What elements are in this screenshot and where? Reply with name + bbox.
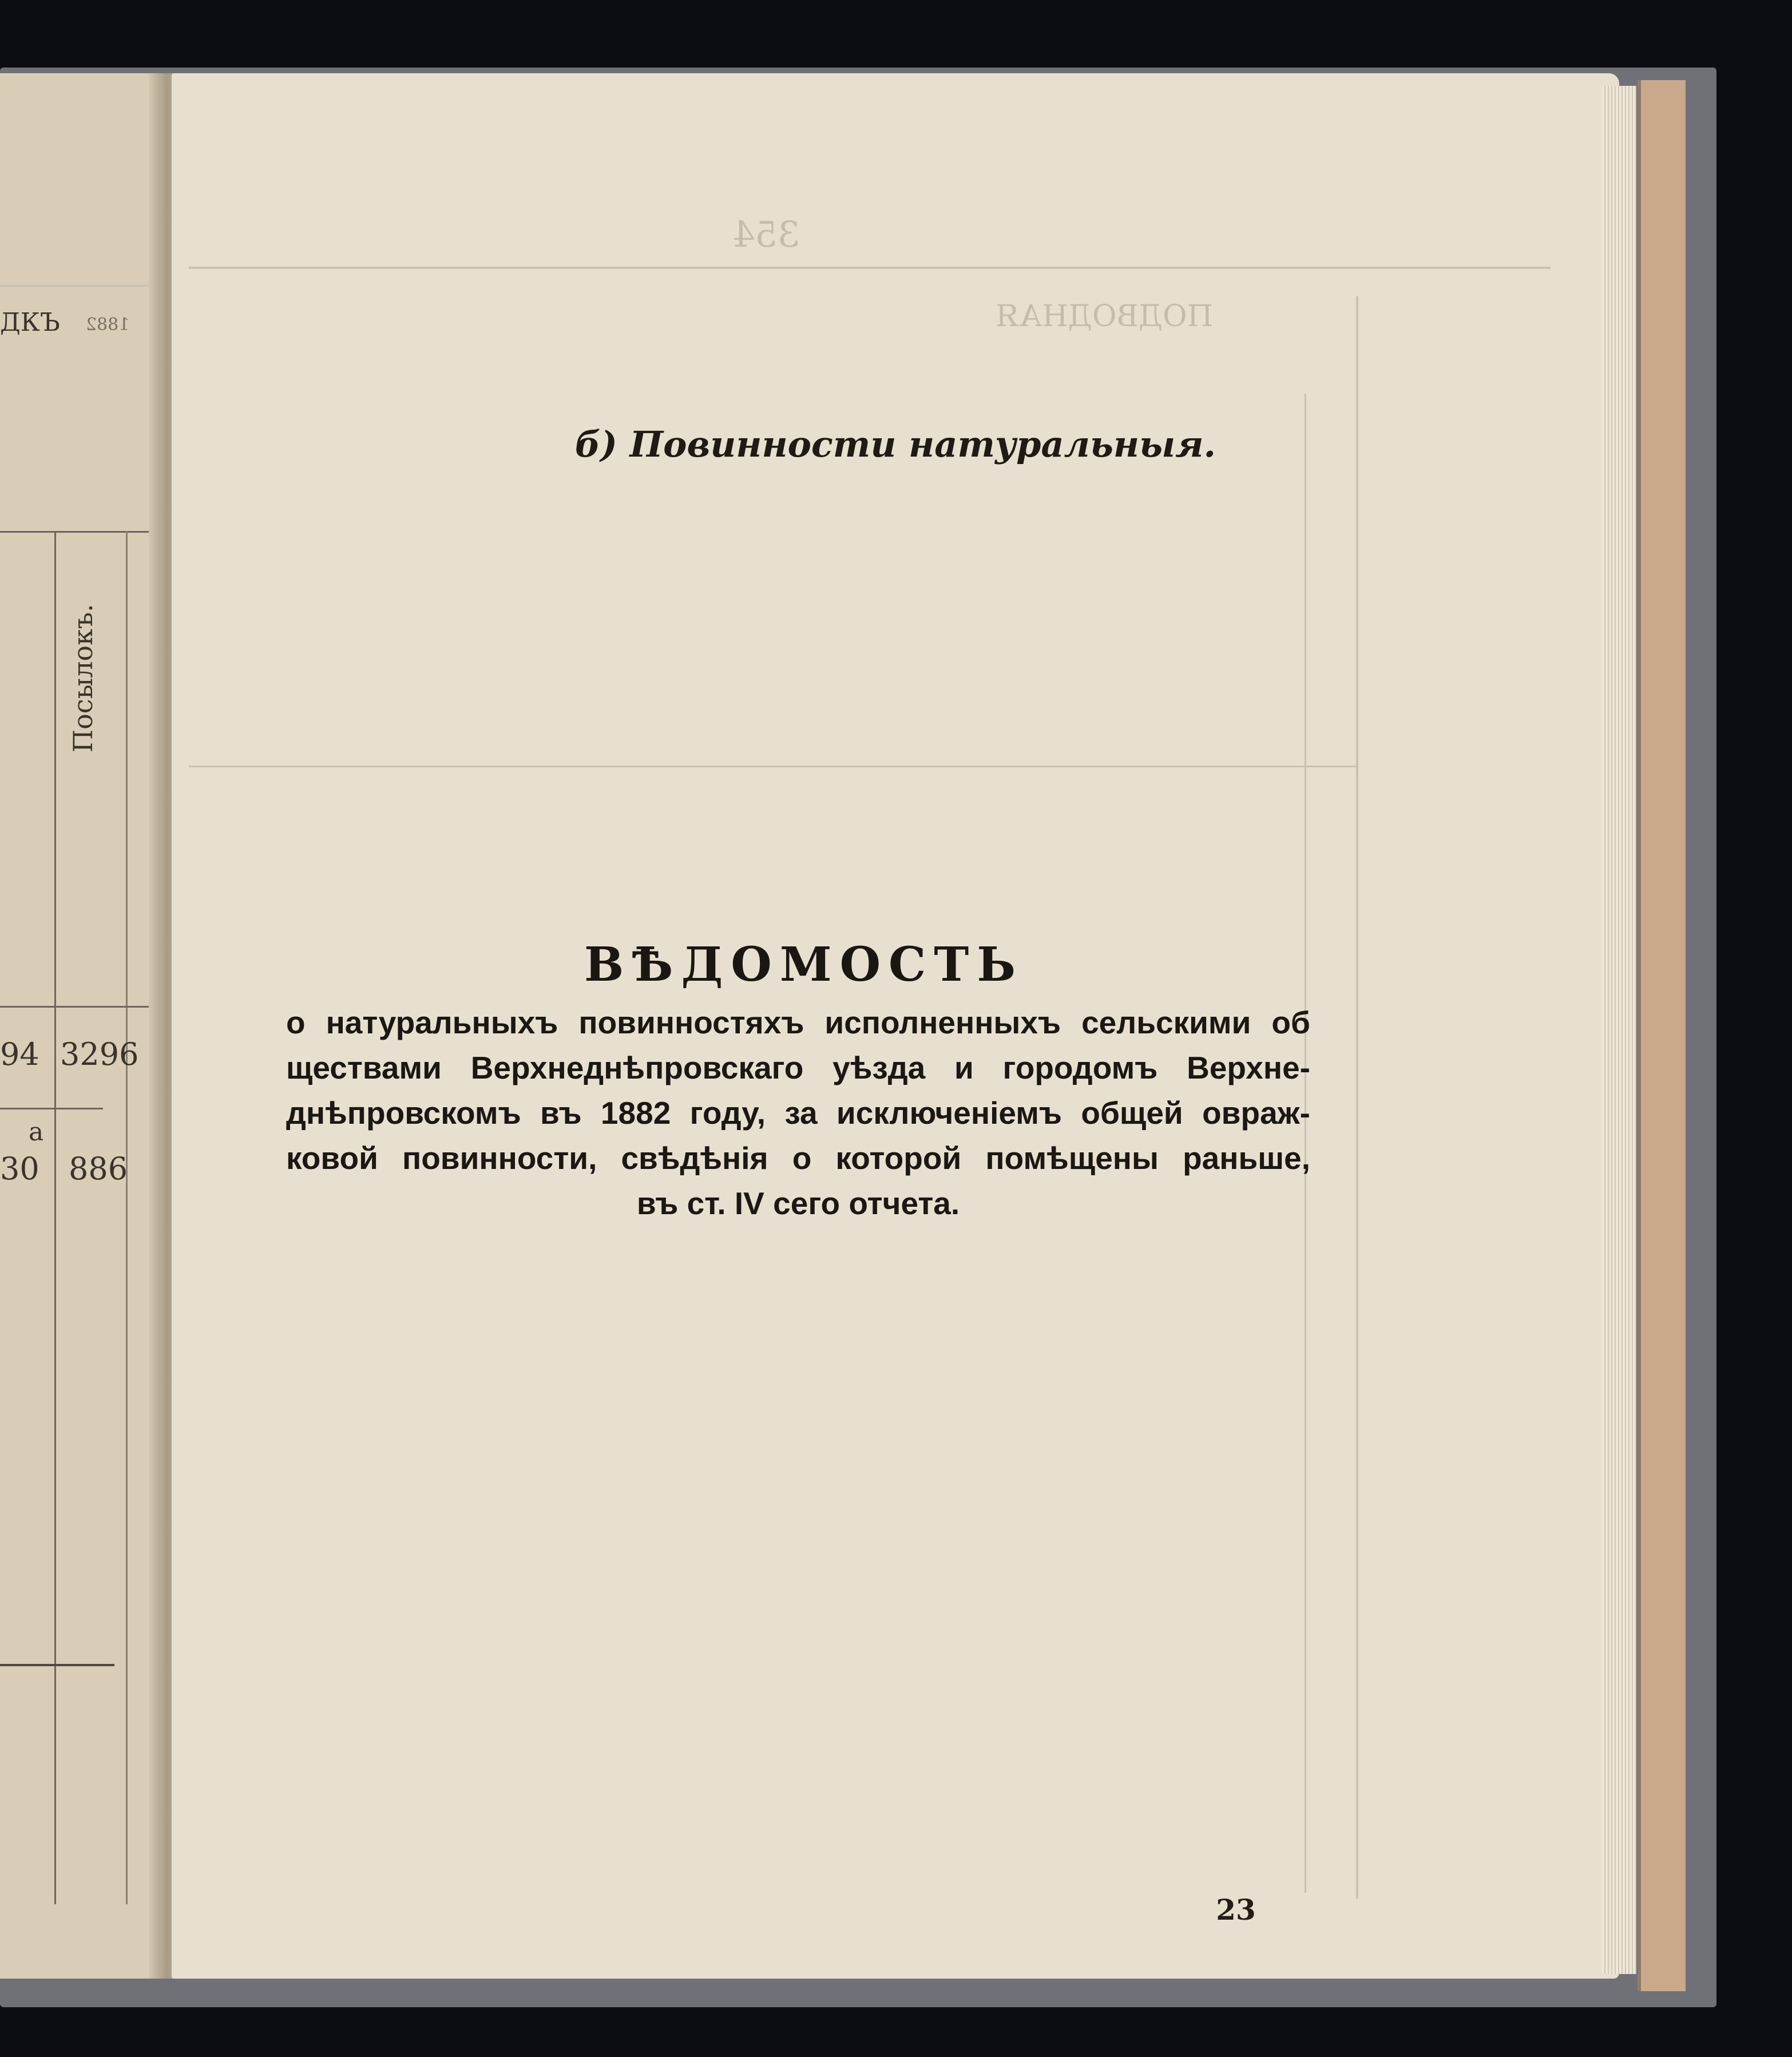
page-stack-edge (1602, 86, 1636, 1974)
right-page (172, 73, 1619, 1979)
left-rule-sub (0, 1108, 103, 1109)
ghost-table-top (189, 267, 1551, 269)
left-header-year: 1882 (86, 315, 130, 335)
document-title: ВѢДОМОСТЬ (584, 937, 1024, 992)
document-description (286, 1000, 1310, 1226)
description-line: ществами Верхнеднѣпровскаго уѣзда и городомъ Верхне- (286, 1050, 1310, 1085)
left-rule-top (0, 285, 167, 287)
cover-edge (1638, 80, 1686, 1991)
ghost-header: ПОДВОДНАЯ (996, 299, 1214, 334)
left-value-3: а (29, 1117, 44, 1147)
description-line: ковой повинности, свѣдѣнія о которой помѣщены раньше, (286, 1140, 1310, 1176)
ghost-table-head (189, 766, 1356, 767)
left-value-2: 3296 (60, 1036, 139, 1072)
left-rule-total (0, 1006, 167, 1008)
left-value-4: 30 (0, 1151, 39, 1187)
left-rule-col (54, 531, 56, 1904)
ghost-page-number: 354 (732, 213, 800, 255)
description-line: въ ст. IV сего отчета. (636, 1186, 960, 1221)
description-line: днѣпровскомъ въ 1882 году, за исключеніемъ общей овраж- (286, 1095, 1310, 1131)
description-line: о натуральныхъ повинностяхъ исполненныхъ сельскими об (286, 1005, 1310, 1040)
left-value-1: 94 (0, 1036, 39, 1072)
left-value-5: 886 (69, 1151, 128, 1187)
left-rule-bottom (0, 1664, 114, 1666)
page-number: 23 (1216, 1893, 1256, 1927)
left-rule-mid (0, 531, 167, 533)
left-rule-col2 (126, 531, 128, 1904)
left-page: ДКЪ 1882 Посылокъ. 94 3296 а 30 886 (0, 73, 167, 1979)
left-header-fragment: ДКЪ (0, 308, 60, 337)
section-subtitle: б) Повинности натуральныя. (574, 423, 1216, 465)
ghost-table-right (1356, 296, 1358, 1899)
